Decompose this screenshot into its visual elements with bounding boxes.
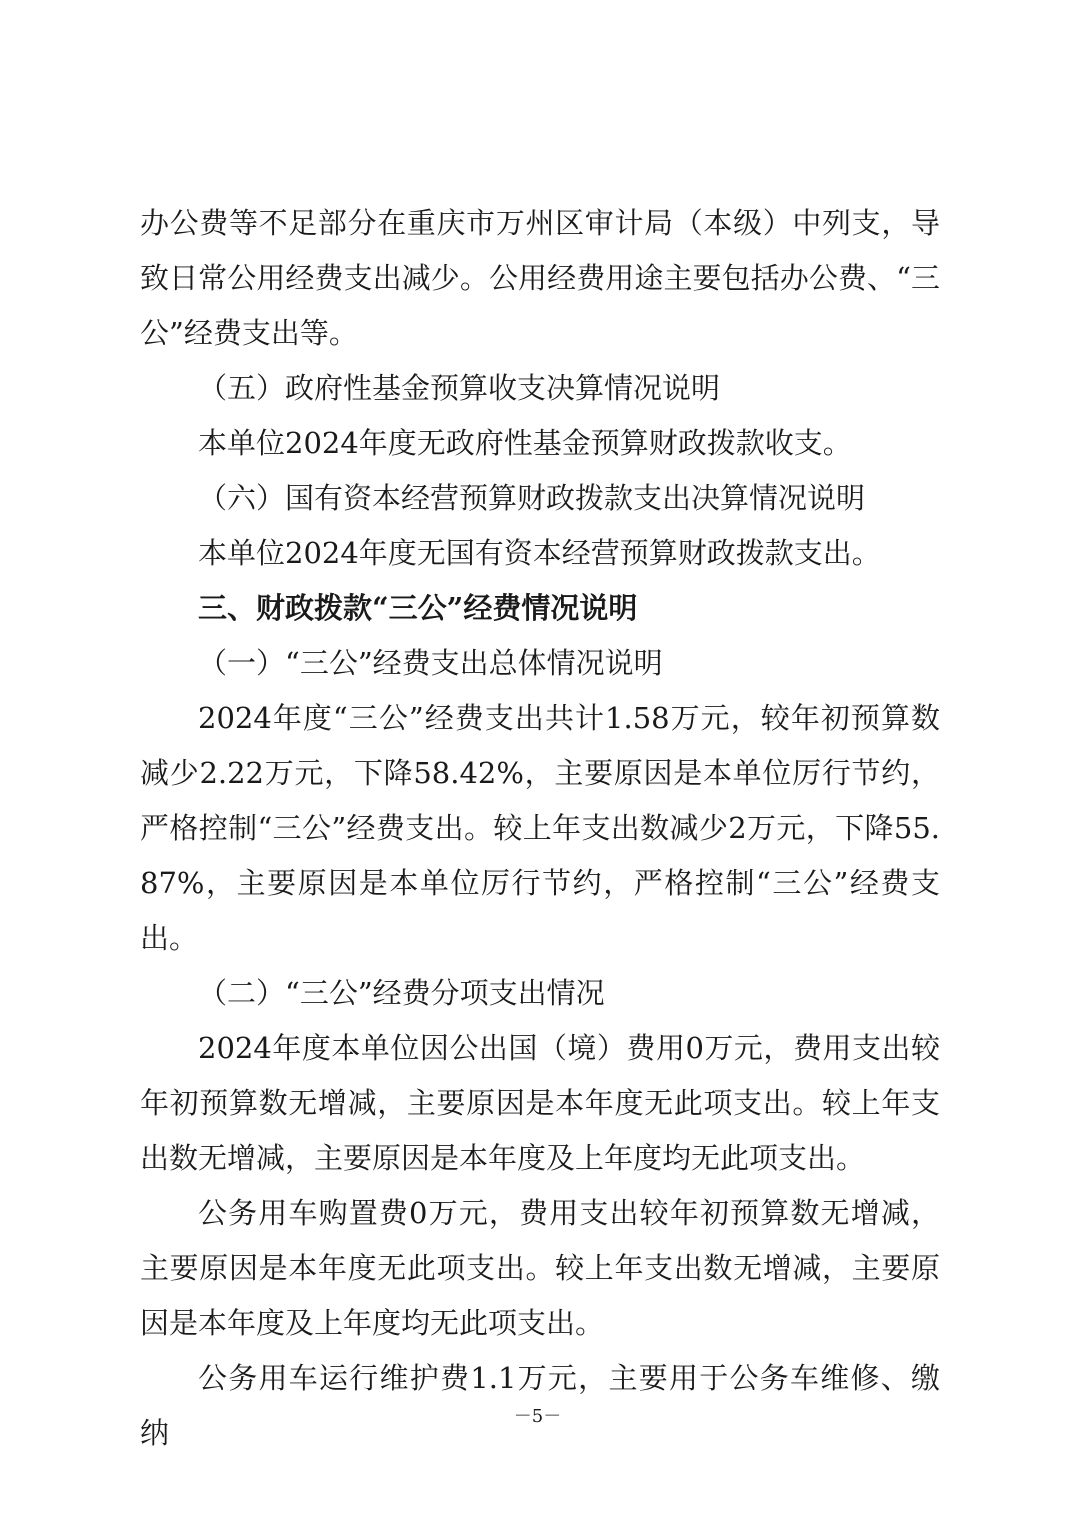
paragraph-government-fund: 本单位2024年度无政府性基金预算财政拨款收支。 <box>198 426 852 460</box>
paragraph-continuation: 办公费等不足部分在重庆市万州区审计局（本级）中列支，导致日常公用经费支出减少。公用经费用途主要包括办公费、“三公”经费支出等。 <box>140 206 940 350</box>
paragraph-overall-expenses: 2024年度“三公”经费支出共计1.58万元，较年初预算数减少2.22万元，下降58.42%，主要原因是本单位厉行节约，严格控制“三公”经费支出。较上年支出数减少2万元，下降55.87%，主要原因是本单位厉行节约，严格控制“三公”经费支出。 <box>140 701 940 955</box>
heading-overall-expenses: （一）“三公”经费支出总体情况说明 <box>198 646 663 680</box>
paragraph-vehicle-maintenance: 公务用车运行维护费1.1万元，主要用于公务车维修、缴纳 <box>140 1361 940 1450</box>
paragraph-vehicle-purchase: 公务用车购置费0万元，费用支出较年初预算数无增减，主要原因是本年度无此项支出。较上年支出数无增减，主要原因是本年度及上年度均无此项支出。 <box>140 1196 940 1340</box>
heading-state-capital-budget: （六）国有资本经营预算财政拨款支出决算情况说明 <box>198 481 866 515</box>
heading-government-fund-budget: （五）政府性基金预算收支决算情况说明 <box>198 371 721 405</box>
paragraph-state-capital: 本单位2024年度无国有资本经营预算财政拨款支出。 <box>198 536 881 570</box>
paragraph-overseas-travel: 2024年度本单位因公出国（境）费用0万元，费用支出较年初预算数无增减，主要原因是本年度无此项支出。较上年支出数无增减，主要原因是本年度及上年度均无此项支出。 <box>140 1031 940 1175</box>
document-body <box>140 196 940 1461</box>
heading-itemized-expenses: （二）“三公”经费分项支出情况 <box>198 976 605 1010</box>
page-number: －5－ <box>513 1406 562 1427</box>
section-heading-three-public-expenses: 三、财政拨款“三公”经费情况说明 <box>198 591 638 625</box>
